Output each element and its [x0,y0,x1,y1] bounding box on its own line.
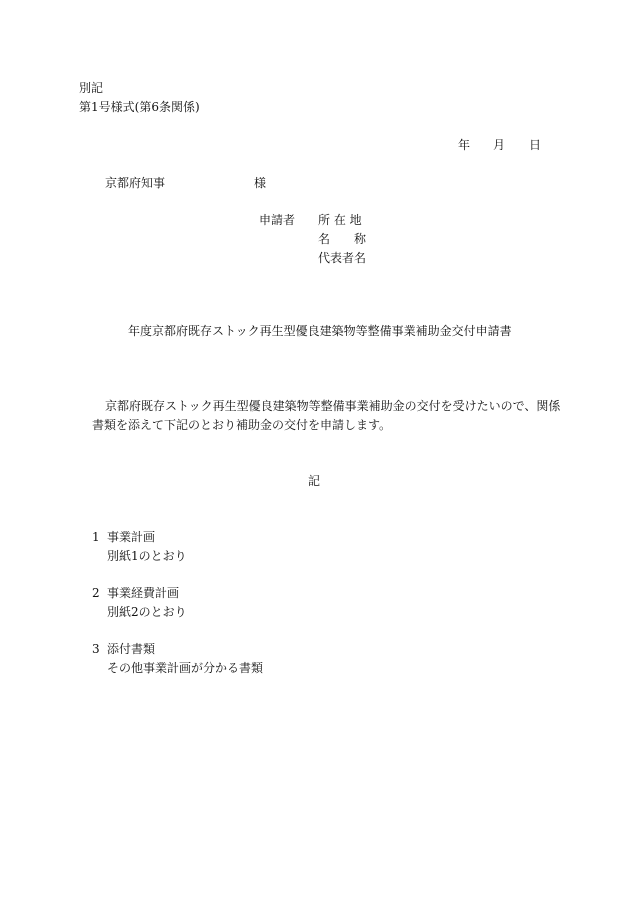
item-3-number: 3 [92,642,100,656]
date-year-label: 年 [458,138,471,152]
item-2-detail: 別紙2のとおり [107,605,187,619]
item-3-heading: 添付書類 [107,642,156,656]
applicant-representative-label: 代表者名 [318,251,367,265]
ki-heading: 記 [308,474,321,488]
item-2-heading: 事業経費計画 [107,586,180,600]
item-3-detail: その他事業計画が分かる書類 [107,661,264,675]
appendix-label: 別記 [79,81,104,95]
body-text-line-2: 書類を添えて下記のとおり補助金の交付を申請します。 [92,418,392,432]
form-number: 第1号様式(第6条関係) [79,100,200,114]
applicant-name-label: 名 称 [318,232,367,246]
date-day-label: 日 [529,138,542,152]
item-1-detail: 別紙1のとおり [107,549,187,563]
date-month-label: 月 [493,138,506,152]
document-title: 年度京都府既存ストック再生型優良建築物等整備事業補助金交付申請書 [128,324,512,338]
item-2-number: 2 [92,586,100,600]
addressee-name: 京都府知事 [105,176,166,190]
addressee-honorific: 様 [254,176,267,190]
applicant-address-label: 所 在 地 [318,213,362,227]
item-1-heading: 事業計画 [107,530,156,544]
applicant-label: 申請者 [259,213,296,227]
body-text-line-1: 京都府既存ストック再生型優良建築物等整備事業補助金の交付を受けたいので、関係 [105,399,561,413]
item-1-number: 1 [92,530,100,544]
